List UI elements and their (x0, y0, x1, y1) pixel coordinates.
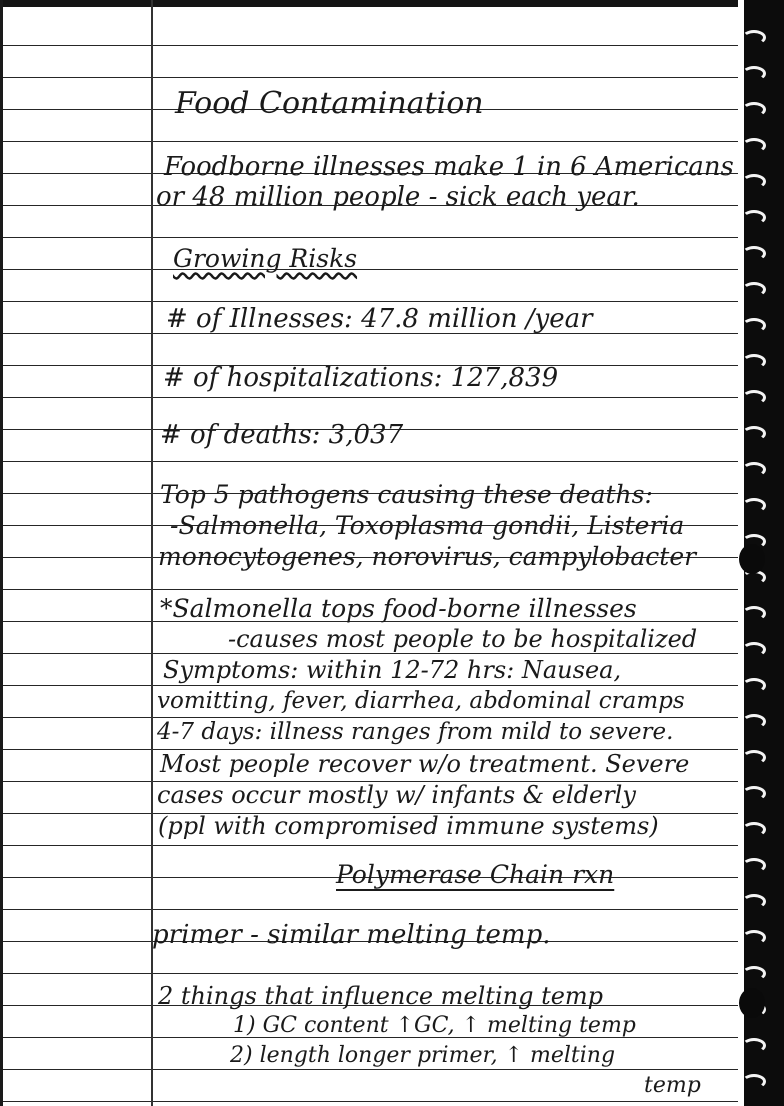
spiral-ring (742, 138, 766, 153)
spiral-ring (742, 678, 766, 693)
spiral-ring (742, 354, 766, 369)
salmonella-line: Most people recover w/o treatment. Severe (160, 750, 690, 778)
spiral-ring (742, 606, 766, 621)
spiral-ring (742, 1074, 766, 1089)
hospitalizations-stat: # of hospitalizations: 127,839 (163, 363, 559, 393)
pathogens-line: -Salmonella, Toxoplasma gondii, Listeria (170, 511, 685, 540)
binder-hole (739, 988, 765, 1018)
spiral-ring (742, 66, 766, 81)
spiral-ring (742, 318, 766, 333)
spiral-ring (742, 174, 766, 189)
spiral-ring (742, 210, 766, 225)
pathogens-line: Top 5 pathogens causing these deaths: (160, 480, 653, 509)
spiral-ring (742, 462, 766, 477)
influence-item-2: 2) length longer primer, ↑ melting (230, 1043, 616, 1068)
top-border (0, 0, 784, 7)
spiral-ring (742, 498, 766, 513)
salmonella-line: cases occur mostly w/ infants & elderly (157, 781, 636, 809)
intro-line: or 48 million people - sick each year. (156, 182, 640, 212)
influence-item-1: 1) GC content ↑GC, ↑ melting temp (233, 1013, 636, 1038)
spiral-ring (742, 714, 766, 729)
spiral-ring (742, 390, 766, 405)
spiral-ring (742, 426, 766, 441)
spiral-ring (742, 786, 766, 801)
growing-risks-heading: Growing Risks (173, 244, 358, 273)
spiral-ring (742, 30, 766, 45)
influence-line: 2 things that influence melting temp (158, 982, 604, 1010)
influence-item-2-continued: temp (644, 1073, 701, 1098)
spiral-ring (742, 282, 766, 297)
spiral-ring (742, 642, 766, 657)
spiral-ring (742, 930, 766, 945)
salmonella-line: 4-7 days: illness ranges from mild to severe. (157, 719, 674, 745)
spiral-ring (742, 966, 766, 981)
left-edge (0, 0, 3, 1106)
spiral-ring (742, 822, 766, 837)
page-title: Food Contamination (175, 86, 484, 121)
spiral-ring (742, 894, 766, 909)
primer-line: primer - similar melting temp. (152, 920, 551, 950)
pathogens-line: monocytogenes, norovirus, campylobacter (158, 542, 697, 571)
salmonella-line: vomitting, fever, diarrhea, abdominal cramps (157, 688, 685, 714)
spiral-ring (742, 102, 766, 117)
salmonella-line: Symptoms: within 12-72 hrs: Nausea, (163, 656, 622, 684)
salmonella-line: (ppl with compromised immune systems) (158, 812, 659, 840)
salmonella-line: -causes most people to be hospitalized (228, 625, 698, 653)
pcr-heading: Polymerase Chain rxn (336, 860, 615, 889)
spiral-ring (742, 246, 766, 261)
intro-line: Foodborne illnesses make 1 in 6 Americans (164, 152, 734, 182)
spiral-ring (742, 750, 766, 765)
binder-hole (739, 544, 765, 574)
deaths-stat: # of deaths: 3,037 (160, 420, 404, 450)
spiral-ring (742, 858, 766, 873)
salmonella-line: *Salmonella tops food-borne illnesses (160, 594, 637, 623)
spiral-ring (742, 1038, 766, 1053)
illnesses-stat: # of Illnesses: 47.8 million /year (166, 304, 593, 334)
